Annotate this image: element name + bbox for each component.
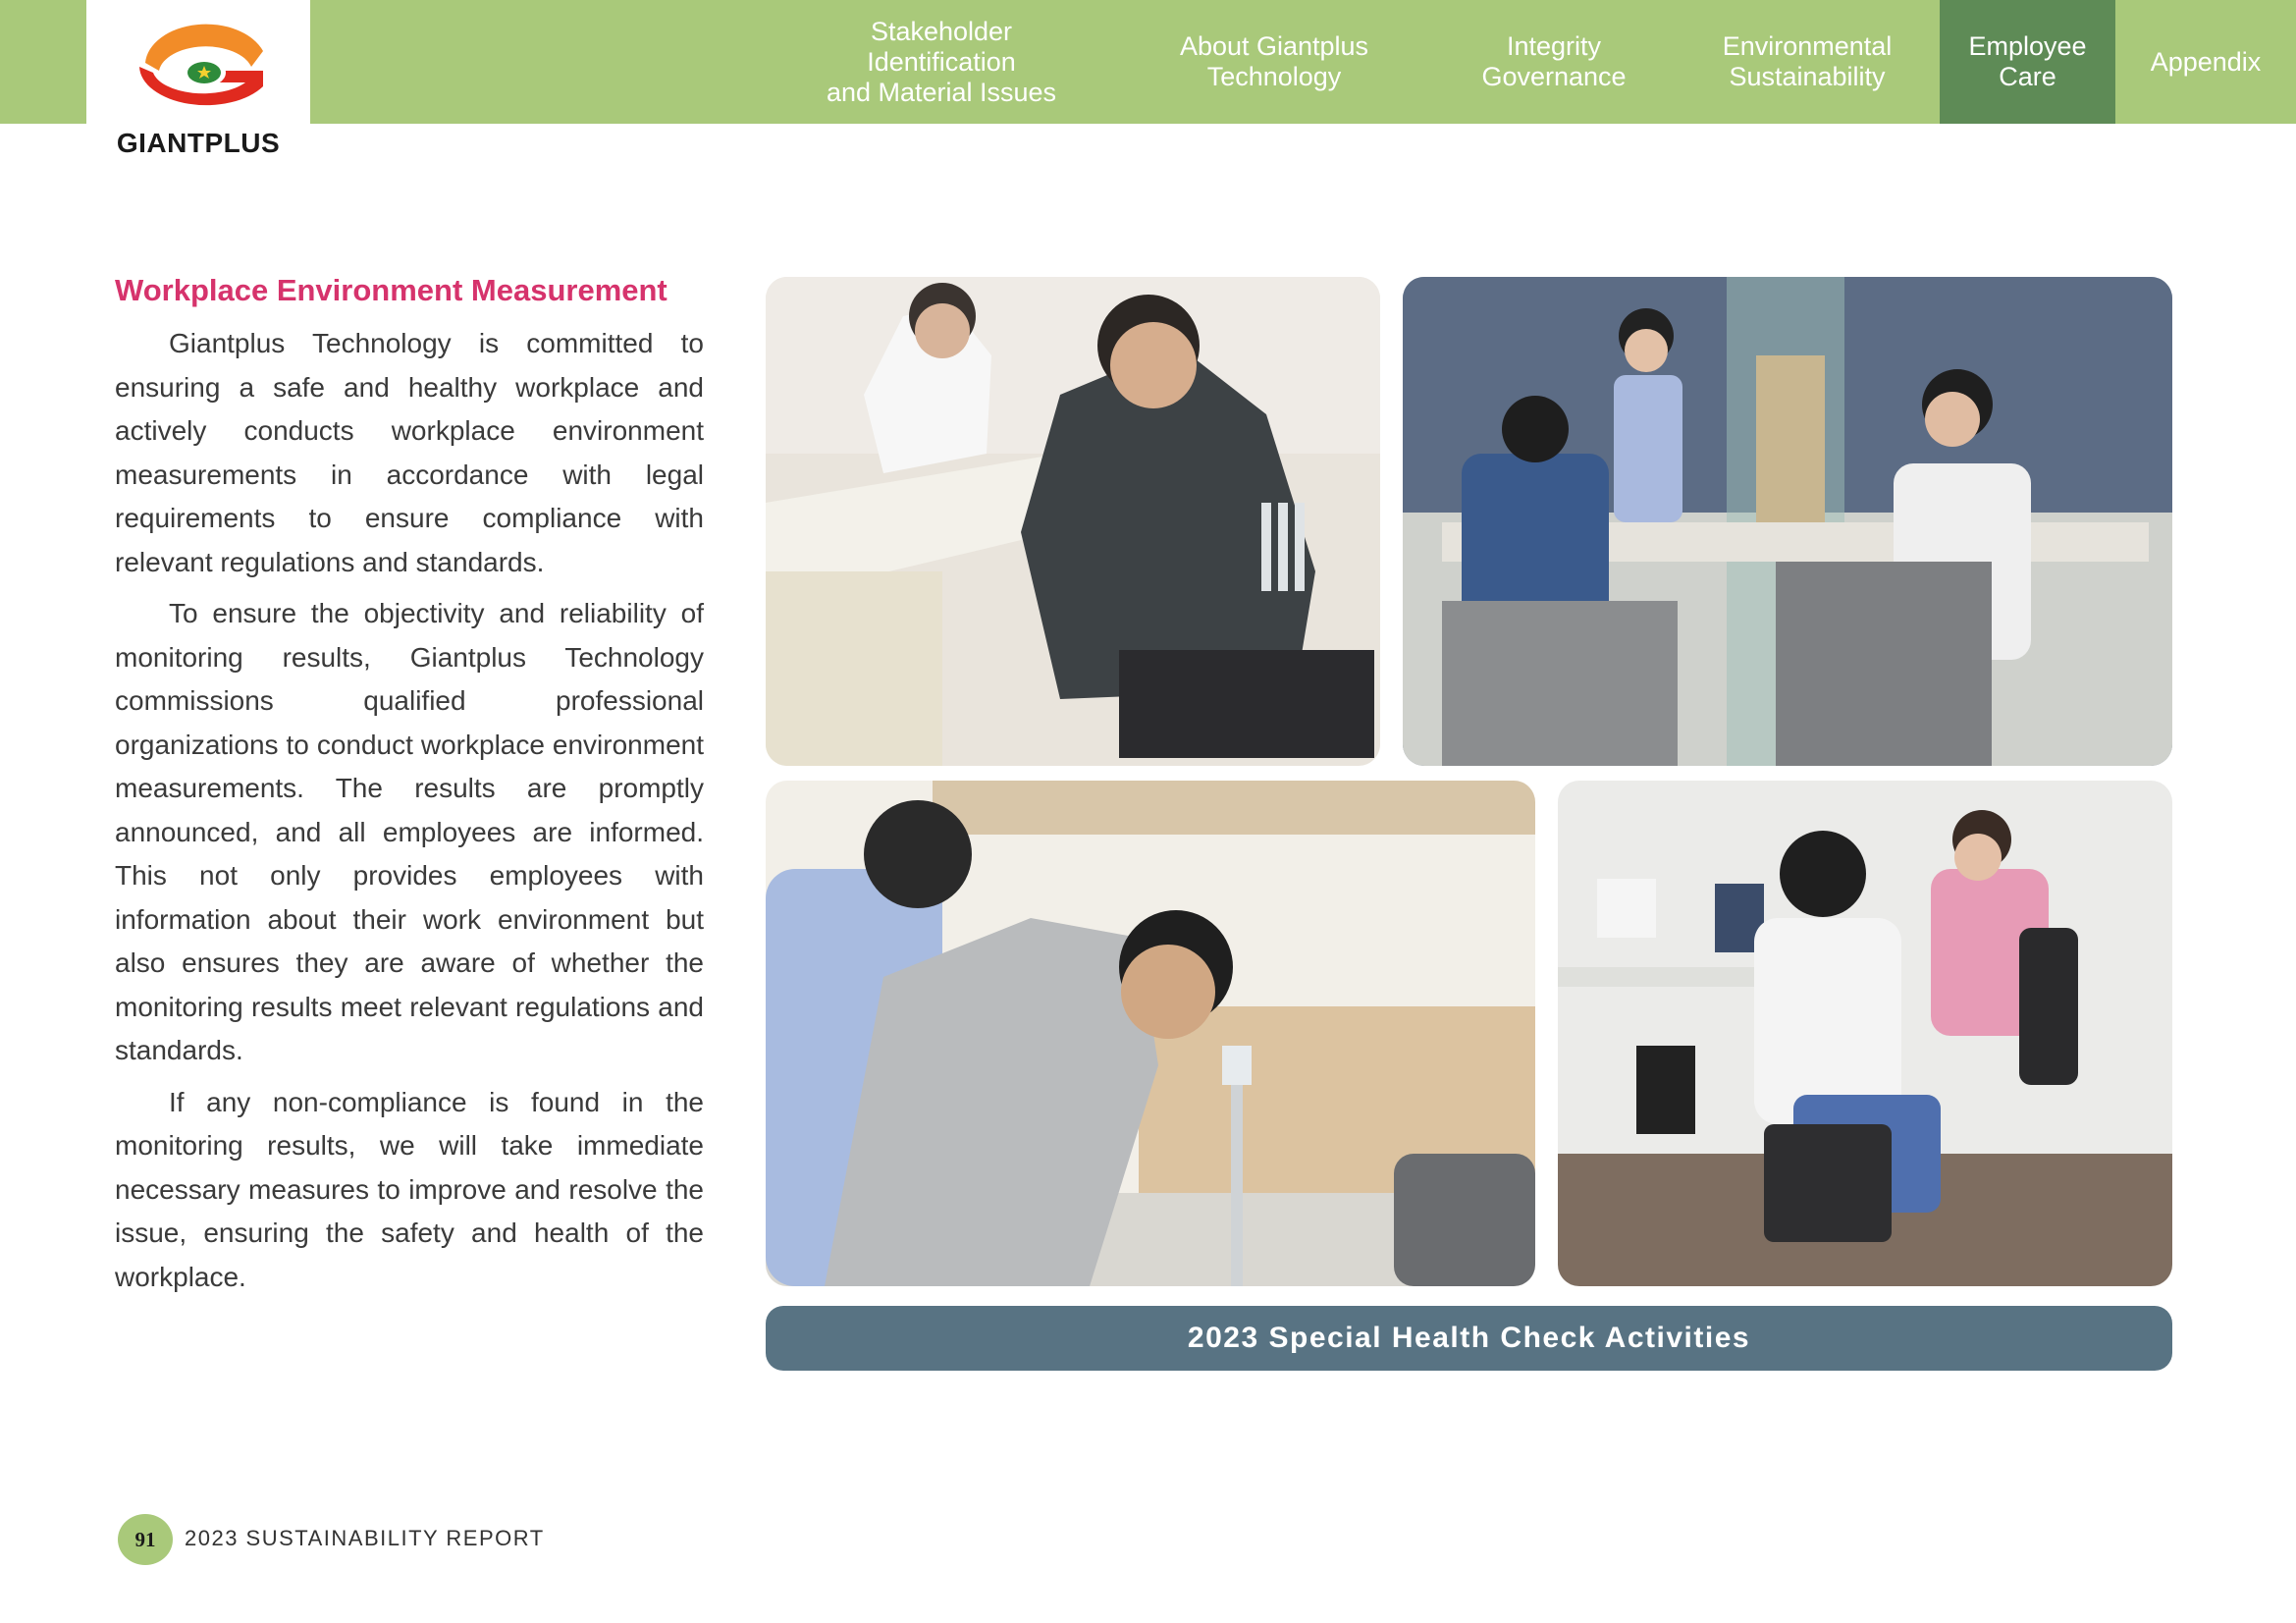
paragraph: If any non-compliance is found in the monitoring results, we will take immediate necessary measures to improve and resolve the issue, ensuring the safety and health of the workplace. [115, 1086, 704, 1292]
photo-doctor-consultation [766, 277, 1380, 766]
nav-environmental-sustainability[interactable]: Environmental Sustainability [1722, 31, 1893, 91]
photo-caption: 2023 Special Health Check Activities [766, 1306, 2172, 1371]
nav-stakeholder-identification[interactable]: Stakeholder Identification and Material Issues [826, 16, 1057, 107]
paragraph: To ensure the objectivity and reliability of monitoring results, Giantplus Technology commissions qualified professional organizations to conduct workplace environment measurements. The results are promptly announced, and all employees are informed. This not only provides employees with information about their work environment but also ensures they are aware of whether the monitoring results meet relevant regulations and standards. [115, 598, 704, 1065]
nav-about-giantplus[interactable]: About Giantplus Technology [1179, 31, 1369, 91]
photo-blood-pressure-check [1403, 277, 2172, 766]
nav-integrity-governance[interactable]: Integrity Governance [1481, 31, 1627, 91]
body-text [115, 322, 704, 1307]
logo-text: GIANTPLUS [116, 128, 281, 158]
photo-nurse-interview [1558, 781, 2172, 1286]
logo[interactable] [86, 0, 310, 163]
paragraph: Giantplus Technology is committed to ensuring a safe and healthy workplace and actively conducts workplace environment measurements in accordance with legal requirements to ensure compliance with relevant regulations and standards. [115, 328, 704, 577]
report-title: 2023 SUSTAINABILITY REPORT [185, 1526, 545, 1550]
giantplus-logo-icon [116, 22, 281, 130]
main-nav [768, 0, 2296, 124]
top-navigation-bar [0, 0, 2296, 158]
page-number: 91 [118, 1514, 173, 1565]
section-title: Workplace Environment Measurement [115, 273, 667, 307]
nav-employee-care[interactable]: Employee Care [1940, 0, 2115, 124]
nav-appendix[interactable]: Appendix [2150, 46, 2262, 77]
photo-lung-function-test [766, 781, 1535, 1286]
